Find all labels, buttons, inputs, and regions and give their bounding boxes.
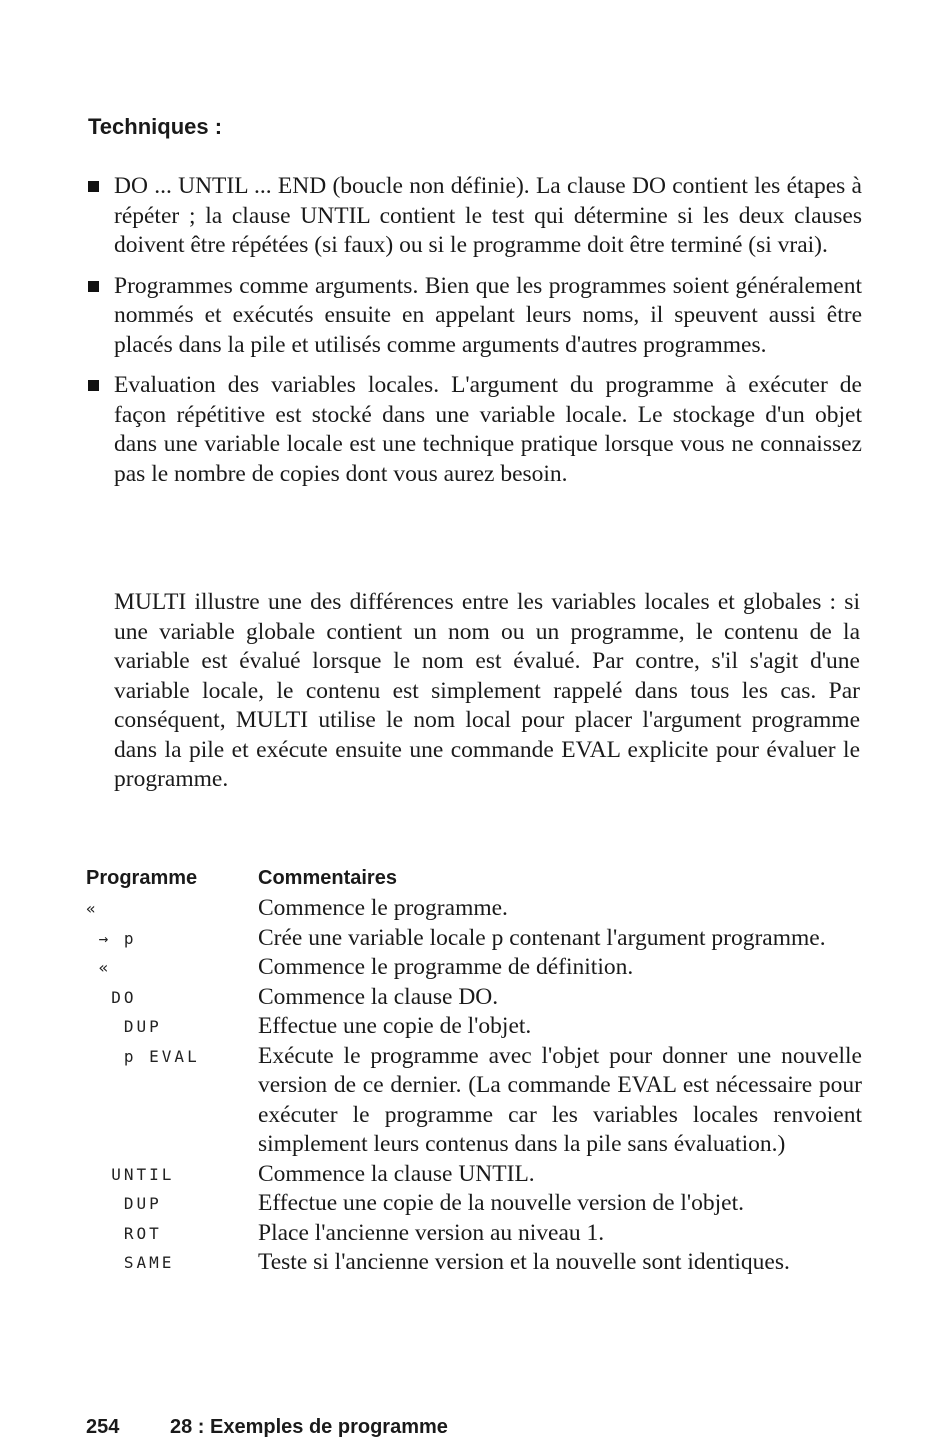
bullet-square-icon [88,380,99,391]
program-code: UNTIL [86,1164,175,1184]
bullet-text: Programmes comme arguments. Bien que les programmes soient généralement nommés et exécutés ensuite en appelant leurs noms, il speuvent aussi être placés dans la pile et utilisés comme arguments d'autres programmes. [114,272,862,358]
table-row [86,983,866,1013]
program-comment: Teste si l'ancienne version et la nouvelle sont identiques. [258,1249,790,1275]
table-row [86,1219,866,1249]
table-row [86,894,866,924]
bullet-text: DO ... UNTIL ... END (boucle non définie). La clause DO contient les étapes à répéter ; la clause UNTIL contient le test qui détermine si les deux clauses doivent être répétées (si faux) ou si le programme doit être terminé (si vrai). [114,173,862,258]
explanation-paragraph: MULTI illustre une des différences entre les variables locales et globales : si une variable globale contient un nom ou un programme, le contenu de la variable est évalué lorsque le nom est évalué. Par contre, s'il s'agit d'une variable locale, le contenu est simplement rappelé dans tous les cas. Par conséquent, MULTI utilise le nom local pour placer l'argument programme dans la pile et exécute ensuite une commande EVAL explicite pour évaluer le programme. [114,589,860,792]
program-comment: Effectue une copie de l'objet. [258,1013,532,1039]
page-footer [86,1416,448,1439]
table-row [86,953,866,983]
program-code: DO [86,987,137,1007]
program-code: « [86,899,99,918]
program-code: p EVAL [86,1046,200,1066]
techniques-list [88,172,862,500]
table-header [86,864,866,892]
bullet-square-icon [88,181,99,192]
program-code: SAME [86,1253,175,1272]
program-comment: Commence le programme. [258,895,508,921]
page-number: 254 [86,1416,120,1438]
table-row [86,1189,866,1219]
program-code: ROT [86,1223,162,1243]
program-code: → p [86,928,137,948]
program-table [86,864,866,1278]
column-header-program: Programme [86,867,198,889]
bullet-item [88,272,862,361]
section-title: Techniques : [88,114,223,139]
chapter-title: 28 : Exemples de programme [170,1416,448,1438]
program-code: DUP [86,1017,162,1036]
program-comment: Effectue une copie de la nouvelle version de l'objet. [258,1190,745,1216]
bullet-square-icon [88,281,99,292]
program-code: DUP [86,1194,162,1213]
bullet-item [88,371,862,489]
table-row [86,1012,866,1042]
table-row [86,924,866,954]
program-comment: Commence le programme de définition. [258,954,634,980]
bullet-item [88,172,862,261]
table-row [86,1248,866,1278]
program-comment: Commence la clause DO. [258,983,499,1010]
program-comment: Crée une variable locale p contenant l'argument programme. [258,924,826,951]
program-code: « [86,958,112,977]
table-row [86,1160,866,1190]
program-comment: Exécute le programme avec l'objet pour donner une nouvelle version de ce dernier. (La commande EVAL est nécessaire pour exécuter le programme car les variables locales renvoient simplement leurs contenus dans la pile sans évaluation.) [258,1042,862,1157]
program-comment: Commence la clause UNTIL. [258,1160,535,1187]
column-header-comments: Commentaires [258,867,397,889]
program-comment: Place l'ancienne version au niveau 1. [258,1219,605,1246]
table-row [86,1042,866,1160]
bullet-text: Evaluation des variables locales. L'argument du programme à exécuter de façon répétitive est stocké dans une variable locale. Le stockage d'un objet dans une variable locale est une technique pratique lorsque vous ne connaissez pas le nombre de copies dont vous aurez besoin. [114,372,862,487]
